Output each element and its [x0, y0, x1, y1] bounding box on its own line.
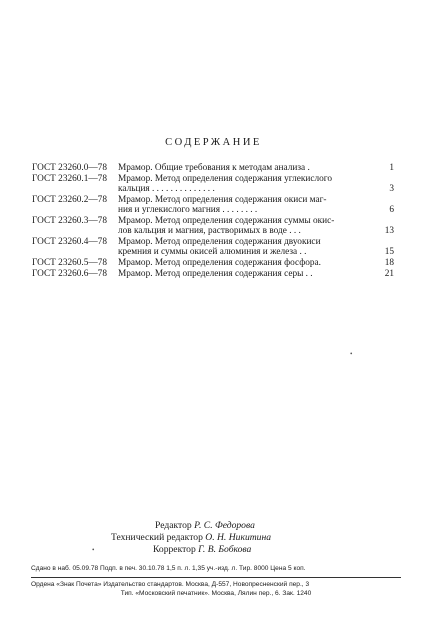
entry-line: ния и углекислого магния . . . . . . . .: [118, 205, 258, 215]
tech-editor-label: Технический редактор: [111, 532, 203, 543]
page-number: 1: [389, 163, 394, 173]
editor-name: Р. С. Федорова: [194, 520, 255, 531]
entry-line: кремния и суммы окисей алюминия и железа . .: [118, 247, 307, 257]
standard-code: ГОСТ 23260.6—78: [32, 269, 107, 279]
page-number: 13: [384, 226, 394, 236]
print-speck: •: [92, 546, 95, 554]
divider: [31, 577, 401, 578]
standard-code: ГОСТ 23260.1—78: [32, 174, 107, 184]
toc-entry: [32, 269, 394, 279]
toc-entry: [32, 195, 394, 215]
corrector-row: [153, 544, 251, 556]
page-number: 21: [384, 269, 394, 279]
corrector-label: Корректор: [153, 544, 196, 555]
standard-code: ГОСТ 23260.0—78: [32, 163, 107, 173]
page-number: 15: [384, 247, 394, 257]
print-speck: •: [350, 350, 353, 358]
toc-entry: [32, 237, 394, 257]
entry-line: Мрамор. Метод определения содержания суммы окис-: [118, 216, 335, 226]
tech-editor-name: О. Н. Никитина: [205, 532, 272, 543]
corrector-name: Г. В. Бобкова: [198, 544, 252, 555]
imprint-print-data: Сдано в наб. 05.09.78 Подп. в печ. 30.10.78 1,5 п. л. 1,35 уч.-изд. л. Тир. 8000 Цена 5 коп.: [31, 565, 306, 572]
toc-entry: [32, 174, 394, 194]
editor-label: Редактор: [155, 520, 192, 531]
standard-code: ГОСТ 23260.4—78: [32, 237, 107, 247]
page-number: 3: [389, 184, 394, 194]
standard-code: ГОСТ 23260.5—78: [32, 258, 107, 268]
imprint-printer: Тип. «Московский печатник». Москва, Лялин пер., 6. Зак. 1240: [120, 590, 312, 597]
entry-line: Мрамор. Метод определения содержания серы . .: [118, 269, 313, 279]
entry-line: Мрамор. Метод определения содержания двуокиси: [118, 237, 321, 247]
entry-line: кальция . . . . . . . . . . . . . .: [118, 184, 215, 194]
toc-entry: [32, 163, 394, 173]
entry-line: лов кальция и магния, растворимых в воде . . .: [118, 226, 301, 236]
entry-line: Мрамор. Метод определения содержания углекислого: [118, 174, 332, 184]
page-number: 6: [389, 205, 394, 215]
standard-code: ГОСТ 23260.3—78: [32, 216, 107, 226]
page-number: 18: [384, 258, 394, 268]
entry-line: Мрамор. Метод определения содержания окиси маг-: [118, 195, 327, 205]
imprint-publisher: Ордена «Знак Почета» Издательство стандартов. Москва, Д-557, Новопресненский пер., 3: [31, 581, 310, 588]
entry-line: Мрамор. Общие требования к методам анализа .: [118, 163, 310, 173]
tech-editor-row: [111, 532, 271, 544]
toc-entry: [32, 216, 394, 236]
standard-code: ГОСТ 23260.2—78: [32, 195, 107, 205]
toc-entry: [32, 258, 394, 268]
entry-line: Мрамор. Метод определения содержания фосфора.: [118, 258, 321, 268]
table-of-contents: [32, 163, 394, 280]
editor-row: [155, 520, 255, 532]
toc-title: СОДЕРЖАНИЕ: [165, 137, 262, 148]
